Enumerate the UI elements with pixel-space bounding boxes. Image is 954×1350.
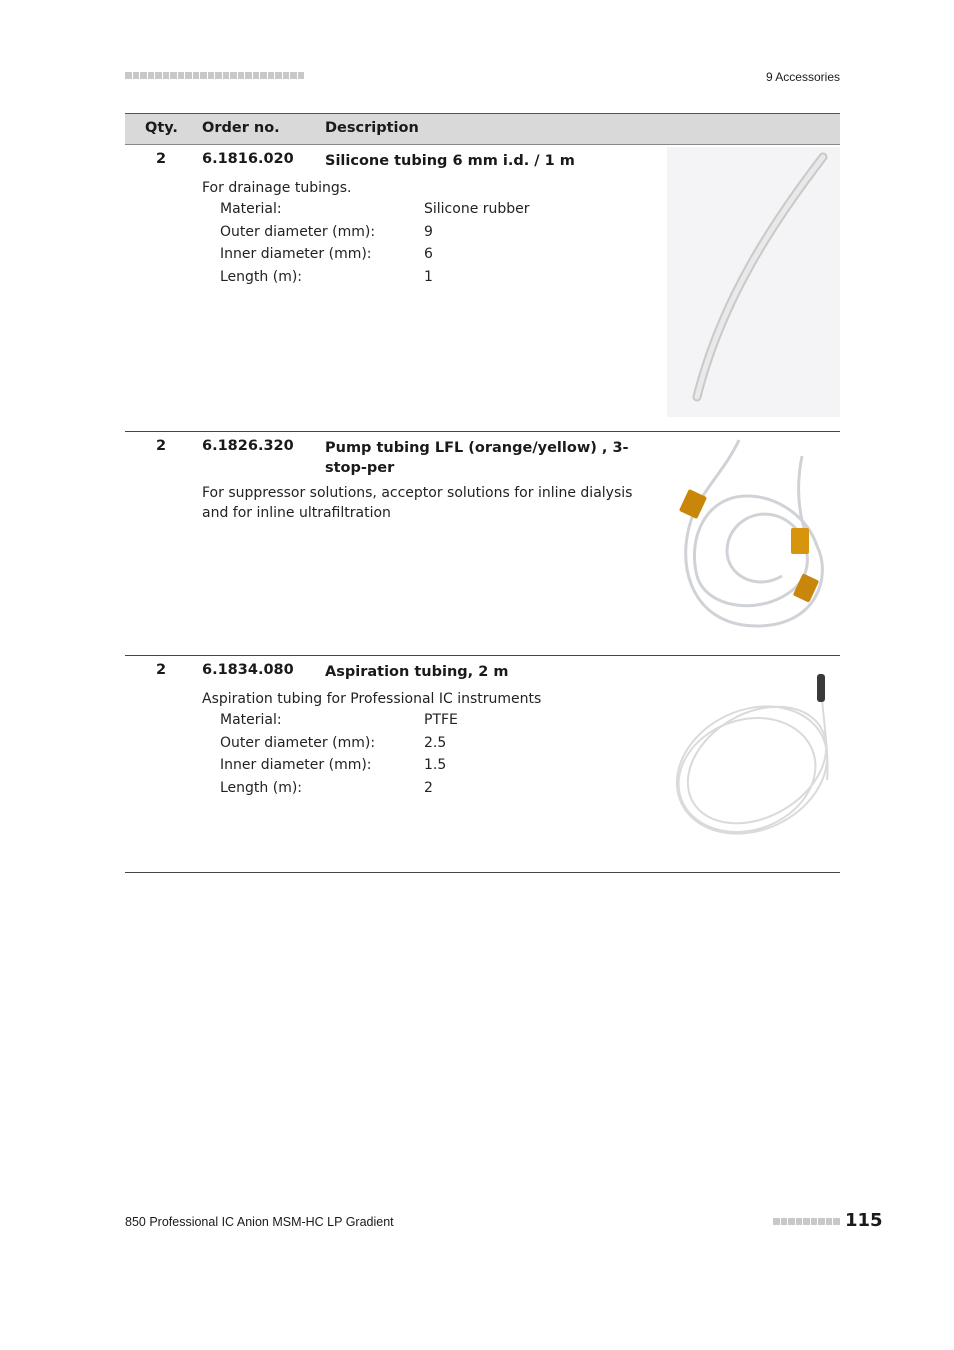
spec-value: PTFE: [424, 712, 458, 728]
row-order-no: 6.1826.320: [202, 438, 294, 454]
row-description: For drainage tubings.: [202, 180, 352, 196]
accessories-table: [125, 113, 840, 873]
table-row: [125, 432, 840, 656]
row-title: Pump tubing LFL (orange/yellow) , 3-stop-per: [325, 440, 629, 476]
column-header-description: Description: [325, 120, 419, 136]
spec-value: 1: [424, 268, 433, 285]
spec-value: 2: [424, 779, 433, 796]
silicone-tubing-image: [667, 147, 840, 417]
column-header-order-no: Order no.: [202, 120, 280, 136]
pump-tubing-image: [667, 436, 840, 632]
column-header-qty: Qty.: [145, 120, 178, 136]
spec-key: Outer diameter (mm):: [220, 223, 376, 240]
row-qty: 2: [156, 662, 167, 678]
row-order-no: 6.1816.020: [202, 151, 294, 167]
spec-key: Length (m):: [220, 779, 303, 796]
footer-product-name: 850 Professional IC Anion MSM-HC LP Gradient: [125, 1215, 394, 1229]
row-order-no: 6.1834.080: [202, 662, 294, 678]
spec-key: Length (m):: [220, 268, 303, 285]
spec-key: Material:: [220, 712, 282, 728]
aspiration-tubing-image: [667, 670, 840, 846]
chapter-title: 9 Accessories: [765, 70, 840, 84]
header-decoration: [125, 72, 304, 79]
row-title: Silicone tubing 6 mm i.d. / 1 m: [325, 153, 575, 169]
spec-key: Material:: [220, 201, 282, 217]
spec-value: 6: [424, 246, 433, 262]
row-description: Aspiration tubing for Professional IC instruments: [202, 691, 542, 707]
spec-key: Inner diameter (mm):: [220, 757, 372, 773]
row-qty: 2: [156, 438, 167, 454]
table-row: [125, 145, 840, 432]
row-qty: 2: [156, 151, 167, 167]
spec-value: 1.5: [424, 757, 447, 773]
footer-decoration: [773, 1218, 840, 1225]
table-header: [125, 113, 840, 145]
page-number: 115: [845, 1210, 883, 1231]
spec-value: 9: [424, 223, 433, 240]
table-row: [125, 656, 840, 873]
spec-value: 2.5: [424, 734, 447, 751]
spec-key: Inner diameter (mm):: [220, 246, 372, 262]
row-title: Aspiration tubing, 2 m: [325, 664, 509, 680]
spec-value: Silicone rubber: [424, 201, 530, 217]
spec-key: Outer diameter (mm):: [220, 734, 376, 751]
row-description: For suppressor solutions, acceptor solutions for inline dialysis and for inline ultrafiltration: [202, 485, 633, 521]
